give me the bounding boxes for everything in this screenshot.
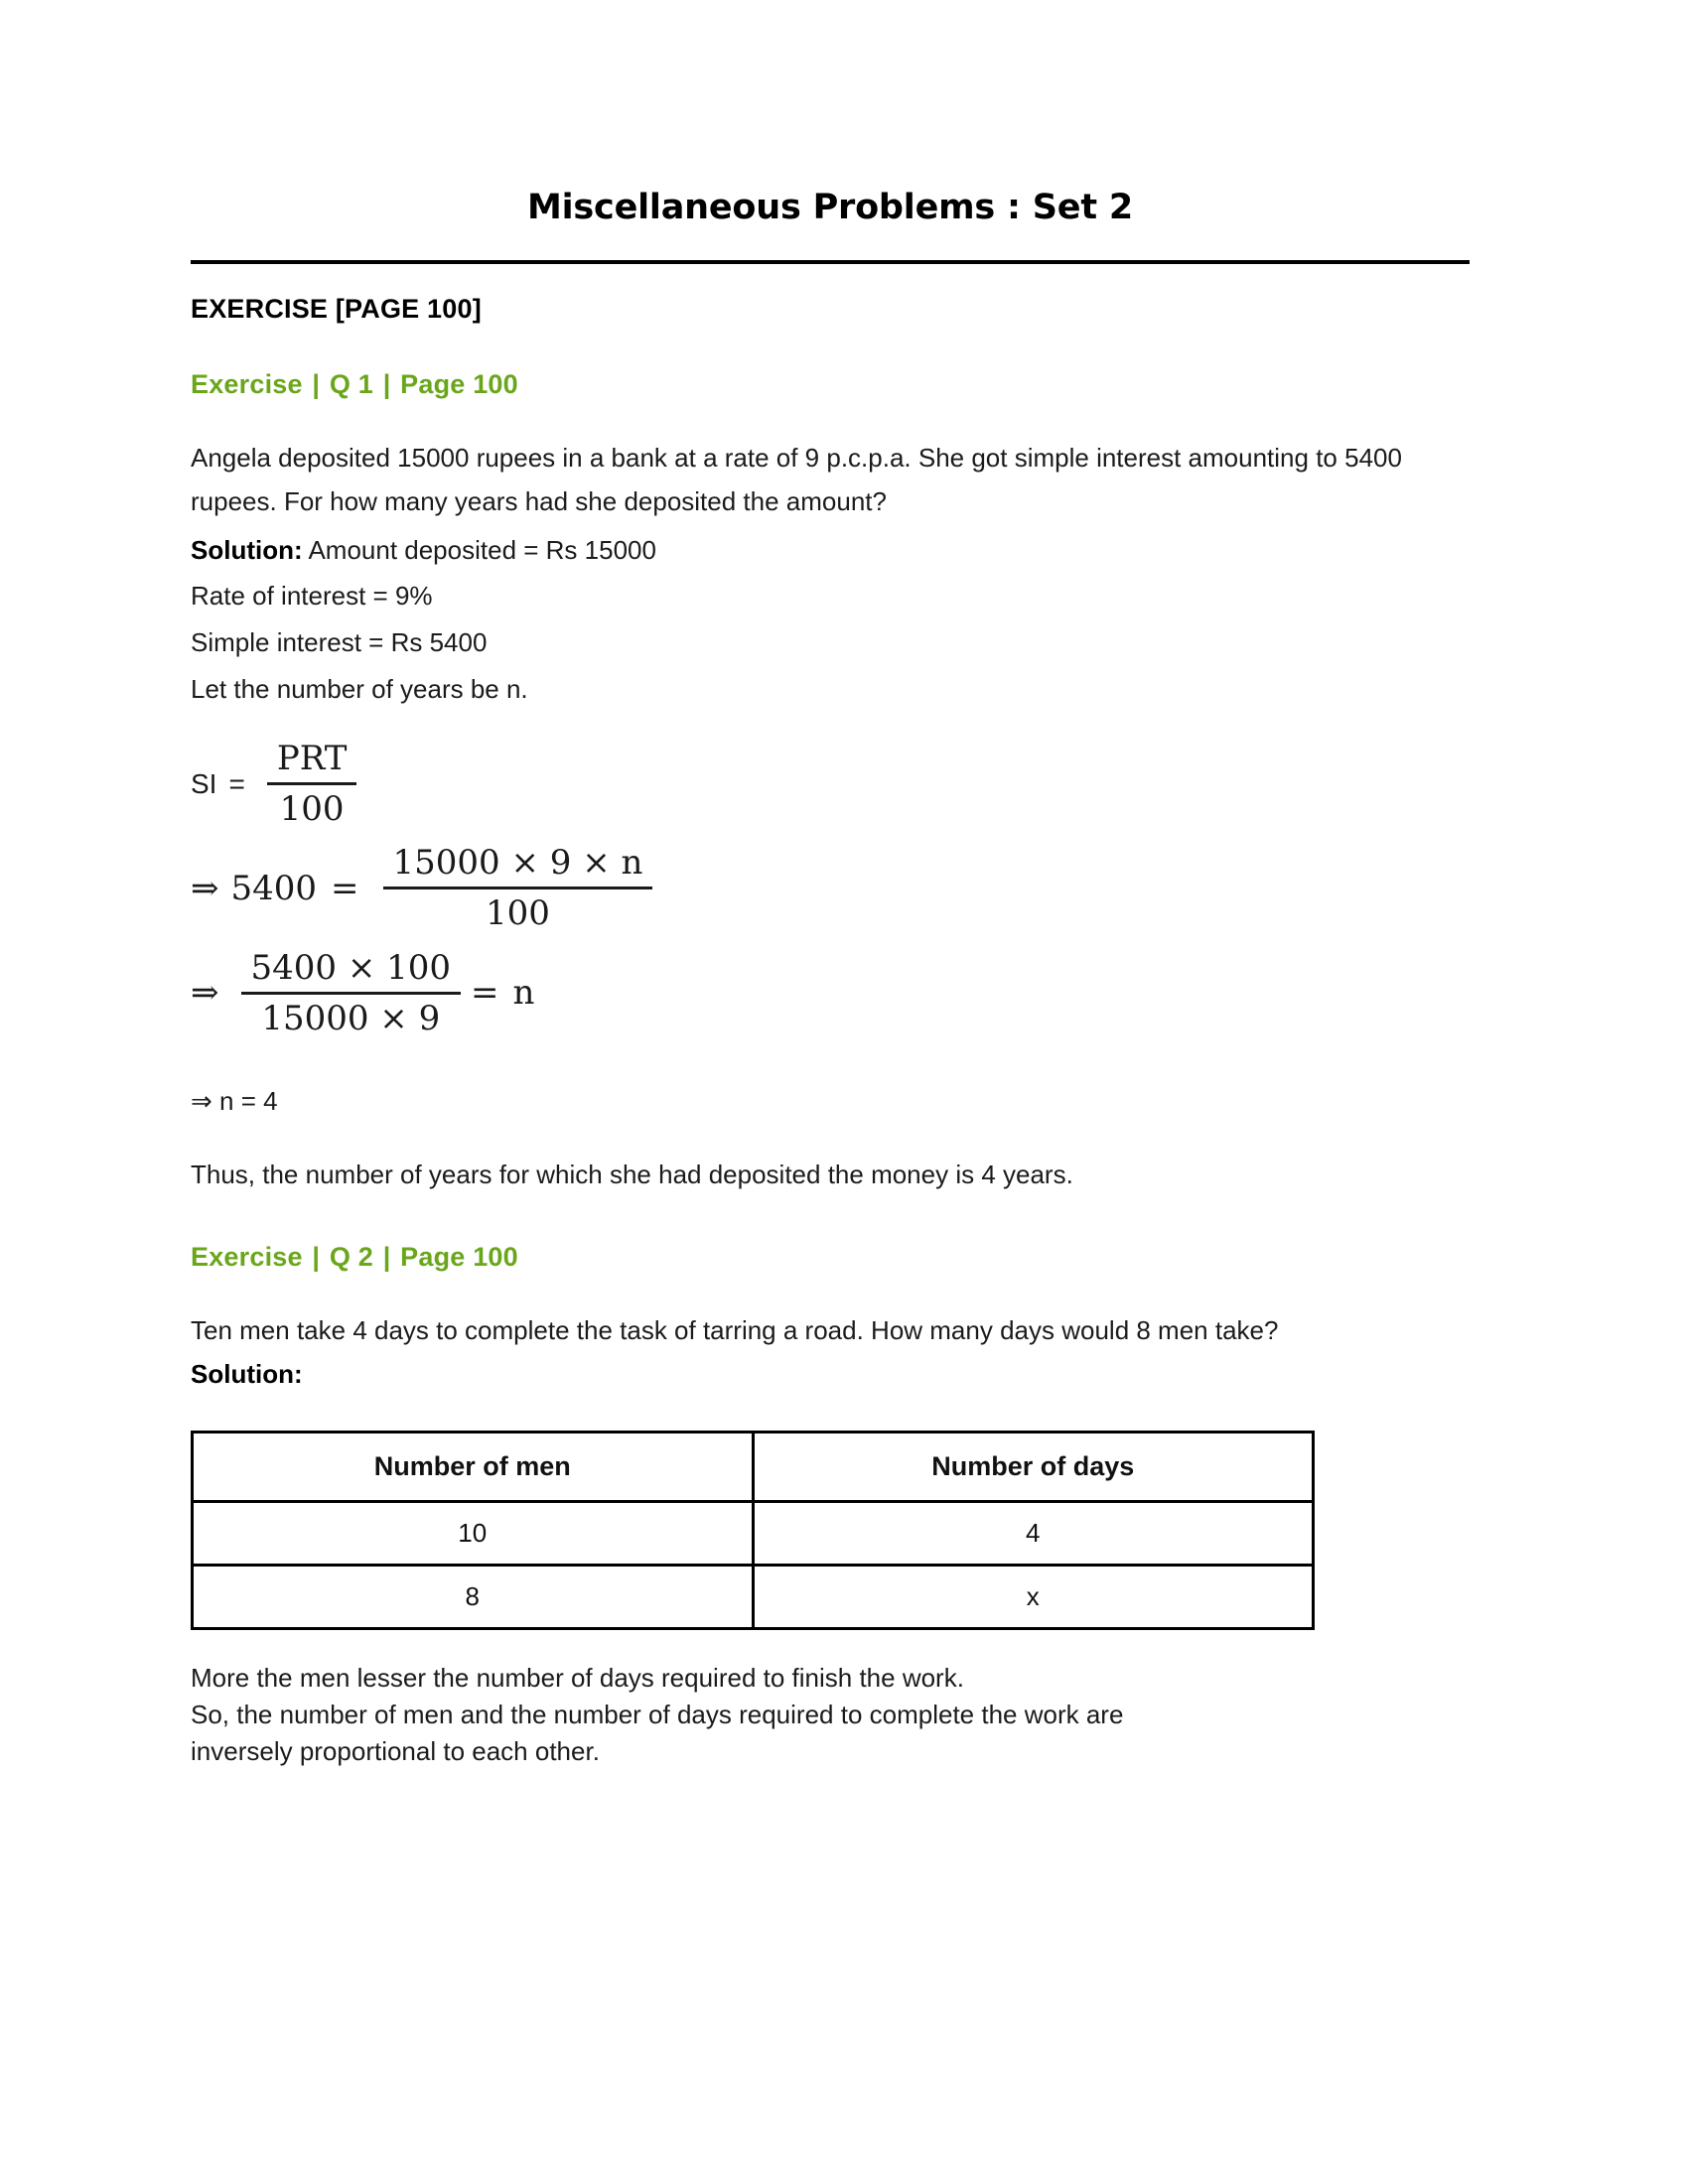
equation-3-fraction-bar (241, 992, 462, 995)
question-1-solution-lead (191, 530, 1470, 571)
equation-3-fraction (241, 948, 462, 1038)
question-2-note-line-2: So, the number of men and the number of days required to complete the work are (191, 1699, 1124, 1729)
q1-heading-sep-2: | (382, 368, 391, 399)
equation-1-fraction (267, 739, 357, 829)
q1-heading-page: Page 100 (400, 368, 518, 399)
q2-heading-number: Q 2 (329, 1241, 373, 1272)
equation-2-equals: = (331, 868, 359, 908)
q2-heading-page: Page 100 (400, 1241, 518, 1272)
men-days-table (191, 1431, 1315, 1630)
question-1-conclusion: Thus, the number of years for which she had deposited the money is 4 years. (191, 1159, 1073, 1189)
question-2-note-line-1: More the men lesser the number of days required to finish the work. (191, 1662, 964, 1693)
question-2-solution-label: Solution: (191, 1359, 303, 1390)
question-1-given-interest: Simple interest = Rs 5400 (191, 627, 488, 658)
equation-3-denominator: 15000 × 9 (261, 998, 441, 1038)
table-cell-days-1: 4 (753, 1501, 1314, 1565)
q2-heading-label: Exercise (191, 1241, 303, 1272)
q1-heading-label: Exercise (191, 368, 303, 399)
title-divider (191, 260, 1470, 264)
equation-3-rhs: n (512, 973, 535, 1014)
equation-3-equals: = (471, 973, 499, 1014)
equation-2-lhs: 5400 (230, 868, 318, 908)
table-body (193, 1501, 1314, 1628)
q1-solution-lead-text: Amount deposited = Rs 15000 (308, 534, 656, 565)
q1-heading-number: Q 1 (329, 368, 373, 399)
equation-1-lhs: SI (191, 767, 217, 799)
equation-2-fraction (383, 843, 653, 933)
table-row (193, 1565, 1314, 1628)
question-2-notes (191, 1660, 1470, 1770)
table-cell-days-2: x (753, 1565, 1314, 1628)
question-2-prompt: Ten men take 4 days to complete the task of tarring a road. How many days would 8 men take? (191, 1314, 1279, 1345)
equation-1-fraction-bar (267, 782, 357, 785)
equation-2-denominator: 100 (486, 893, 550, 934)
equation-2-arrow: ⇒ (191, 868, 219, 908)
question-1-math-block (191, 739, 1470, 1117)
q2-heading-sep-2: | (382, 1241, 391, 1272)
equation-1 (191, 739, 1470, 829)
question-1-given-years: Let the number of years be n. (191, 673, 528, 704)
page-title: Miscellaneous Problems : Set 2 (526, 188, 1134, 227)
exercise-section-heading: EXERCISE [PAGE 100] (191, 293, 482, 324)
equation-result: ⇒ n = 4 (191, 1085, 278, 1116)
q1-solution-label: Solution: (191, 534, 303, 565)
equation-1-denominator: 100 (279, 789, 345, 830)
question-1-heading (191, 369, 1470, 400)
table-cell-men-1: 10 (193, 1501, 754, 1565)
equation-1-equals: = (228, 767, 245, 799)
question-2-note-line-3: inversely proportional to each other. (191, 1735, 600, 1766)
equation-3 (191, 948, 1470, 1038)
question-1-prompt: Angela deposited 15000 rupees in a bank at a rate of 9 p.c.p.a. She got simple interest amounting to 5400 rupees. For how many years had she deposited the amount? (191, 442, 1402, 517)
table-head (193, 1432, 1314, 1501)
q1-heading-sep-1: | (312, 368, 321, 399)
question-2-heading (191, 1242, 1470, 1273)
equation-3-numerator: 5400 × 100 (250, 947, 452, 988)
question-1-given-rate: Rate of interest = 9% (191, 581, 433, 612)
table-header-days: Number of days (753, 1432, 1314, 1501)
page-content (191, 0, 1470, 1769)
table-row (193, 1501, 1314, 1565)
equation-2 (191, 843, 1470, 933)
equation-3-arrow: ⇒ (191, 973, 219, 1014)
table-header-row (193, 1432, 1314, 1501)
equation-2-fraction-bar (383, 887, 653, 889)
equation-2-numerator: 15000 × 9 × n (392, 843, 643, 884)
table-cell-men-2: 8 (193, 1565, 754, 1628)
table-header-men: Number of men (193, 1432, 754, 1501)
q2-heading-sep-1: | (312, 1241, 321, 1272)
equation-1-numerator: PRT (276, 739, 348, 779)
